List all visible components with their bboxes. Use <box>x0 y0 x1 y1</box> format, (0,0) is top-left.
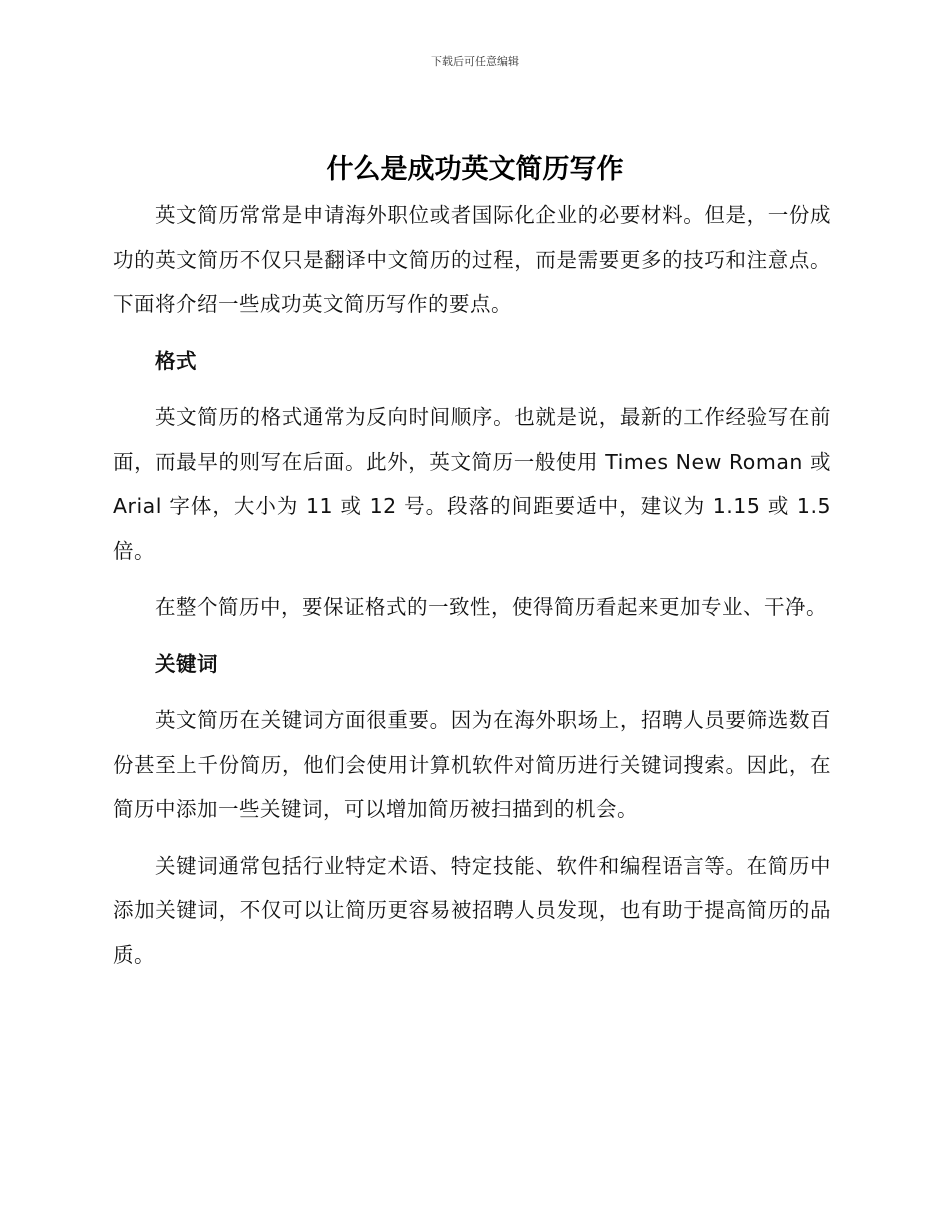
section-heading-keywords: 关键词 <box>155 651 218 676</box>
format-paragraph-1: 英文简历的格式通常为反向时间顺序。也就是说，最新的工作经验写在前面，而最早的则写在后面。此外，英文简历一般使用 Times New Roman 或 Arial 字体，大小为 11 或 12 号。段落的间距要适中，建议为 1.15 或 1.5 倍。 <box>113 405 831 563</box>
page-header-note: 下载后可任意编辑 <box>431 55 519 68</box>
section-format <box>113 339 831 630</box>
keywords-paragraph-2: 关键词通常包括行业特定术语、特定技能、软件和编程语言等。在简历中添加关键词，不仅可以让简历更容易被招聘人员发现，也有助于提高简历的品质。 <box>113 853 831 967</box>
document-title: 什么是成功英文简历写作 <box>326 154 624 185</box>
format-paragraph-2: 在整个简历中，要保证格式的一致性，使得简历看起来更加专业、干净。 <box>155 595 827 619</box>
intro-paragraph: 英文简历常常是申请海外职位或者国际化企业的必要材料。但是，一份成功的英文简历不仅只是翻译中文简历的过程，而是需要更多的技巧和注意点。下面将介绍一些成功英文简历写作的要点。 <box>113 203 831 316</box>
document-body <box>113 193 831 989</box>
section-keywords <box>113 642 831 978</box>
section-heading-format: 格式 <box>155 348 197 373</box>
keywords-paragraph-1: 英文简历在关键词方面很重要。因为在海外职场上，招聘人员要筛选数百份甚至上千份简历，他们会使用计算机软件对简历进行关键词搜索。因此，在简历中添加一些关键词，可以增加简历被扫描到的机会。 <box>113 708 831 821</box>
